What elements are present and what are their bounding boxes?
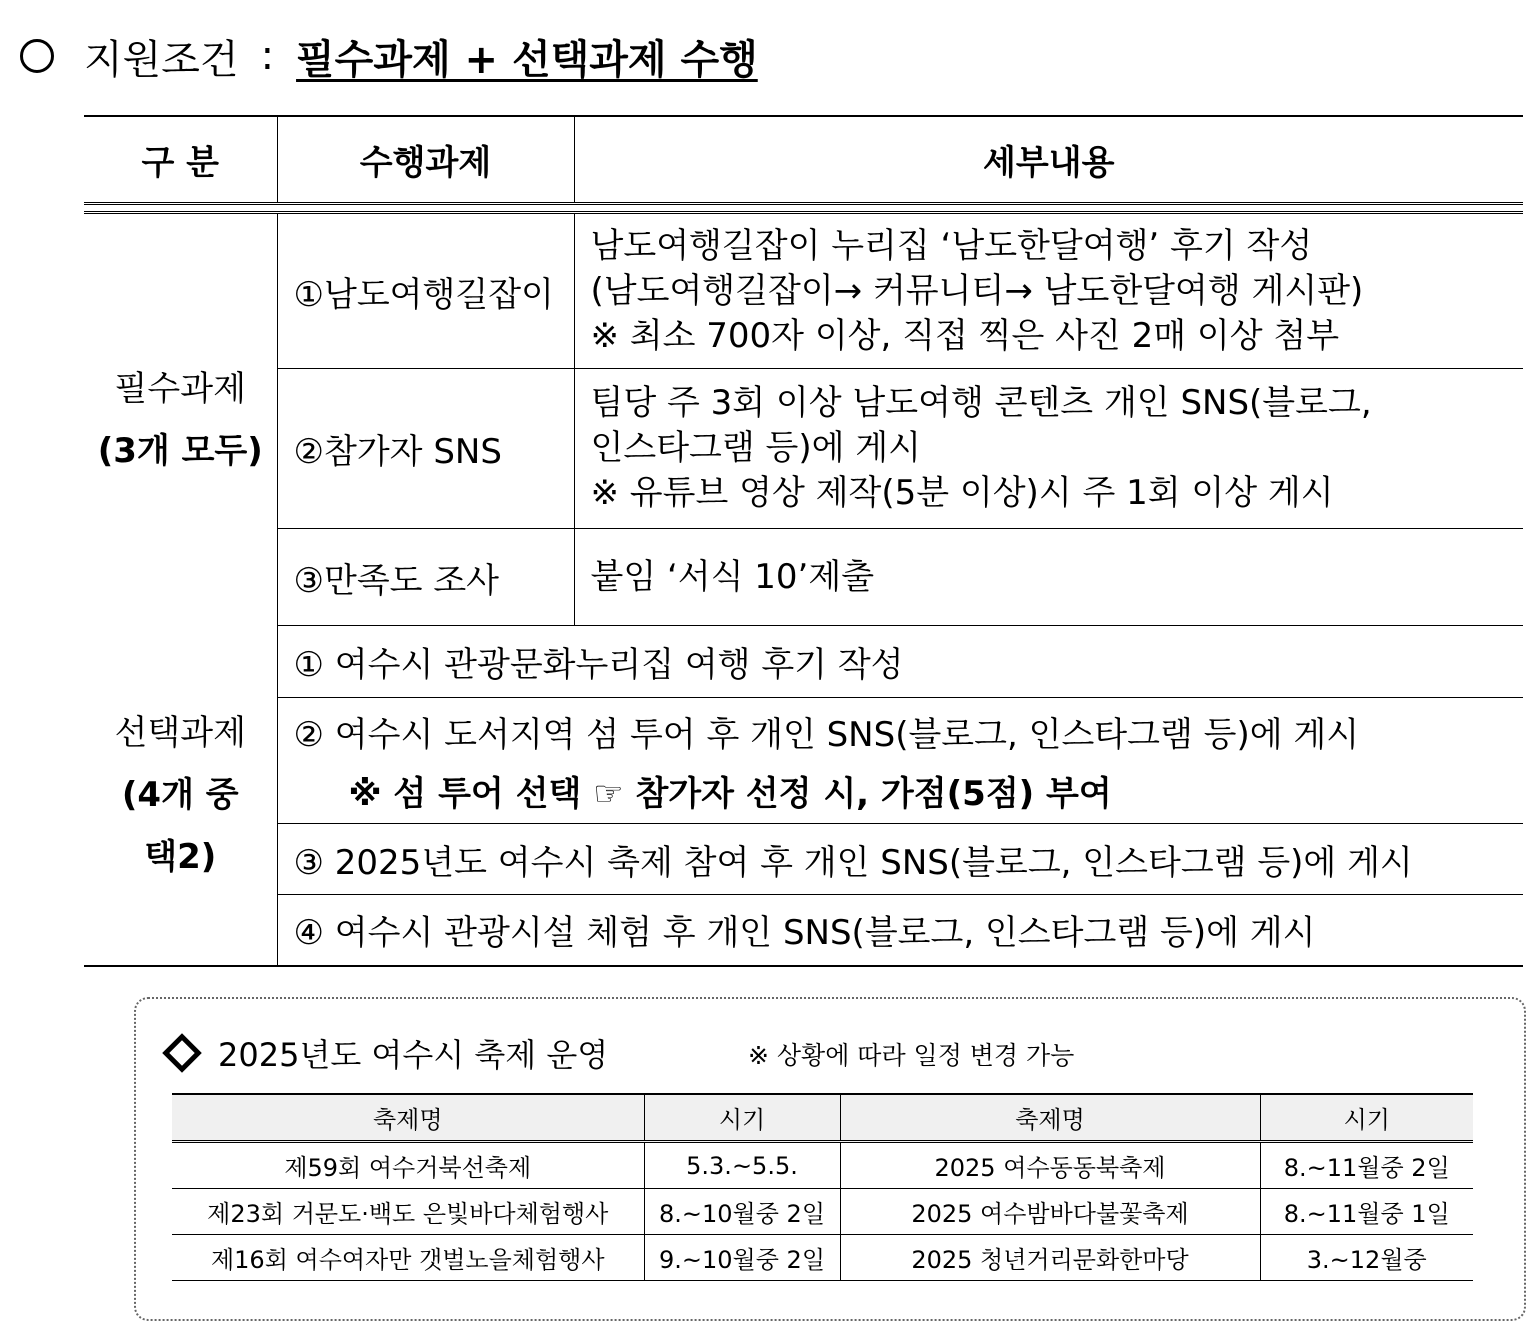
festival-title — [168, 1030, 608, 1076]
optional-item: ① 여수시 관광문화누리집 여행 후기 작성 — [277, 626, 1523, 698]
task-cell: ③만족도 조사 — [277, 529, 574, 626]
detail-cell — [574, 529, 1523, 626]
table-row — [84, 698, 1523, 824]
festival-name: 2025 청년거리문화한마당 — [840, 1235, 1260, 1281]
table-row — [84, 824, 1523, 895]
header-category: 구 분 — [84, 116, 277, 204]
detail-cell — [574, 213, 1523, 369]
festival-period: 8.~10월중 2일 — [644, 1189, 840, 1235]
task-cell: ①남도여행길잡이 — [277, 213, 574, 369]
header-festival-name: 축제명 — [840, 1094, 1260, 1142]
festival-name: 제23회 거문도·백도 은빛바다체험행사 — [172, 1189, 644, 1235]
festival-name: 2025 여수밤바다불꽃축제 — [840, 1189, 1260, 1235]
detail-line: 인스타그램 등)에 게시 — [590, 428, 921, 468]
diamond-bullet-icon — [162, 1033, 202, 1073]
optional-item-note: ※ 섬 투어 선택 ☞ 참가자 선정 시, 가점(5점) 부여 — [348, 773, 1112, 814]
table-row — [84, 213, 1523, 369]
detail-line: 팀당 주 3회 이상 남도여행 콘텐츠 개인 SNS(블로그, — [590, 383, 1372, 423]
festival-period: 8.~11월중 2일 — [1260, 1142, 1473, 1189]
festival-table — [172, 1093, 1473, 1281]
header-divider — [84, 204, 1523, 213]
table-header-row — [84, 116, 1523, 204]
festival-name: 2025 여수동동북축제 — [840, 1142, 1260, 1189]
table-row — [84, 895, 1523, 966]
festival-period: 8.~11월중 1일 — [1260, 1189, 1473, 1235]
optional-category-label: 선택과제 — [114, 713, 246, 753]
header-period: 시기 — [1260, 1094, 1473, 1142]
task-cell: ②참가자 SNS — [277, 369, 574, 529]
optional-item — [277, 698, 1523, 824]
required-category-label: 필수과제 — [114, 368, 246, 409]
detail-line: ※ 유튜브 영상 제작(5분 이상)시 주 1회 이상 게시 — [590, 473, 1334, 513]
festival-period: 5.3.~5.5. — [644, 1142, 840, 1189]
required-category-sub: (3개 모두) — [97, 430, 263, 471]
optional-item: ③ 2025년도 여수시 축제 참여 후 개인 SNS(블로그, 인스타그램 등)에 게시 — [277, 824, 1523, 895]
table-row — [84, 529, 1523, 626]
required-category-cell — [84, 213, 277, 626]
detail-line: 남도여행길잡이 누리집 ‘남도한달여행’ 후기 작성 — [590, 225, 1313, 266]
heading-label: 지원조건 — [84, 36, 239, 83]
detail-line: 붙임 ‘서식 10’제출 — [590, 556, 875, 597]
table-row — [84, 369, 1523, 529]
festival-period: 3.~12월중 — [1260, 1235, 1473, 1281]
festival-note: ※ 상황에 따라 일정 변경 가능 — [748, 1041, 1075, 1070]
heading-emphasis: 필수과제 + 선택과제 수행 — [296, 36, 758, 83]
optional-item: ④ 여수시 관광시설 체험 후 개인 SNS(블로그, 인스타그램 등)에 게시 — [277, 895, 1523, 966]
header-task: 수행과제 — [277, 116, 574, 204]
festival-period: 9.~10월중 2일 — [644, 1235, 840, 1281]
optional-item-text: ② 여수시 도서지역 섬 투어 후 개인 SNS(블로그, 인스타그램 등)에 게시 — [293, 714, 1360, 755]
header-detail: 세부내용 — [574, 116, 1523, 204]
festival-name: 제59회 여수거북선축제 — [172, 1142, 644, 1189]
table-row — [84, 626, 1523, 698]
requirements-table — [84, 115, 1523, 967]
heading-colon: : — [260, 33, 275, 79]
section-heading — [20, 26, 758, 86]
optional-category-cell — [84, 626, 277, 966]
festival-header-row — [172, 1094, 1473, 1142]
table-row — [172, 1189, 1473, 1235]
festival-name: 제16회 여수여자만 갯벌노을체험행사 — [172, 1235, 644, 1281]
circle-bullet-icon — [20, 39, 54, 73]
header-period: 시기 — [644, 1094, 840, 1142]
header-festival-name: 축제명 — [172, 1094, 644, 1142]
detail-line: (남도여행길잡이→ 커뮤니티→ 남도한달여행 게시판) — [590, 270, 1364, 311]
detail-line: ※ 최소 700자 이상, 직접 찍은 사진 2매 이상 첨부 — [590, 315, 1340, 356]
festival-title-text: 2025년도 여수시 축제 운영 — [218, 1036, 609, 1074]
table-row — [172, 1235, 1473, 1281]
detail-cell — [574, 369, 1523, 529]
optional-category-sub: 택2) — [144, 837, 217, 877]
table-row — [172, 1142, 1473, 1189]
optional-category-sub: (4개 중 — [121, 775, 239, 815]
